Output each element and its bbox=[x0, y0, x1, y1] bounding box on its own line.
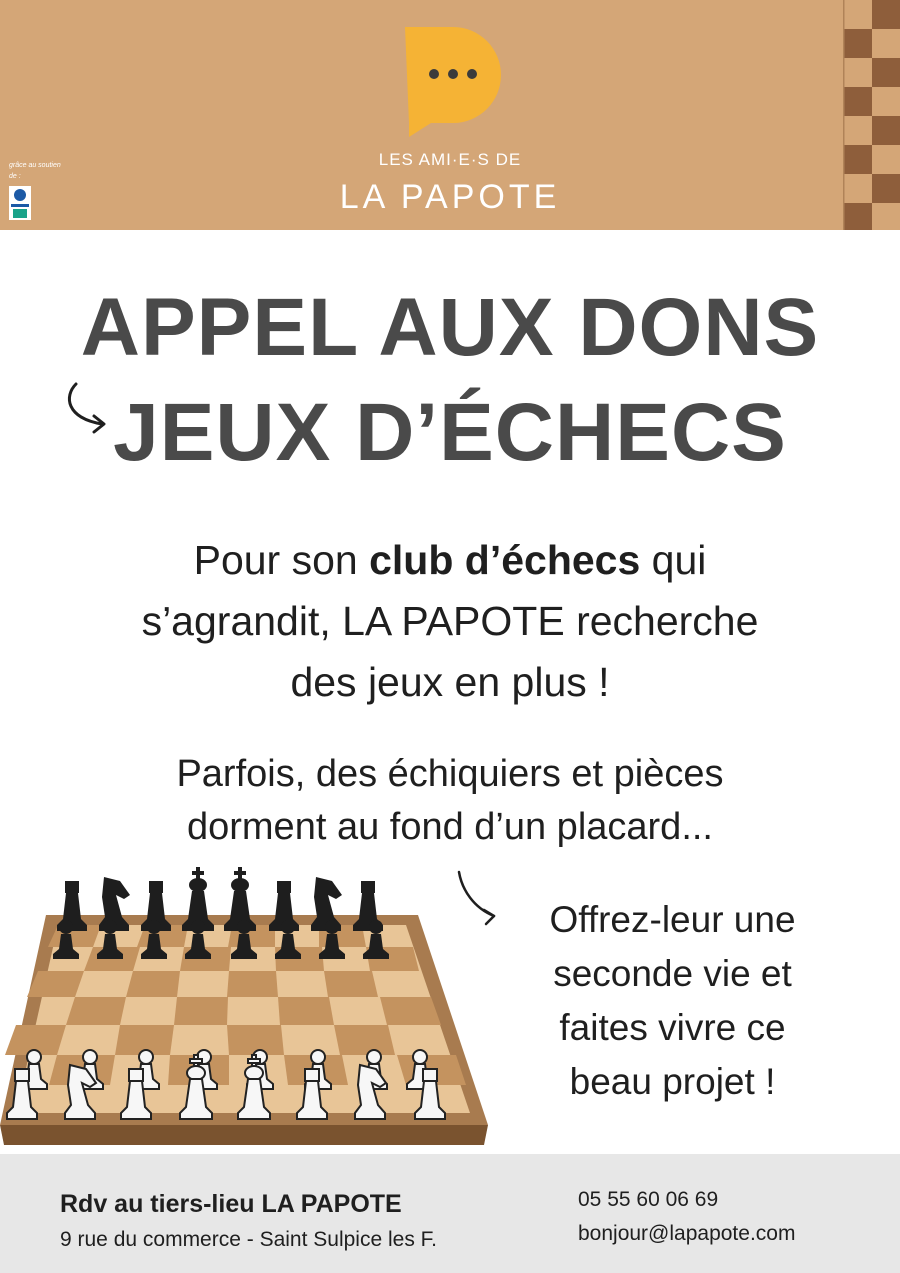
intro-text-end: qui bbox=[640, 537, 707, 583]
venue-address: 9 rue du commerce - Saint Sulpice les F. bbox=[60, 1228, 437, 1251]
logo-subtitle: LES AMI·E·S DE bbox=[378, 150, 522, 169]
curved-arrow-icon bbox=[454, 868, 502, 926]
sponsor-caption: grâce au soutien de : bbox=[9, 162, 61, 180]
logo-title: LA PAPOTE bbox=[339, 178, 561, 216]
speech-bubble-icon bbox=[405, 27, 501, 139]
headline-line-2: JEUX D’ÉCHECS bbox=[113, 387, 787, 478]
cta-line-3: faites vivre ce bbox=[559, 1007, 786, 1048]
chessboard-illustration bbox=[0, 855, 490, 1155]
cta-line-4: beau projet ! bbox=[569, 1061, 776, 1102]
headline-line-1: APPEL AUX DONS bbox=[80, 282, 820, 373]
subtext-line-2: dorment au fond d’un placard... bbox=[186, 806, 713, 848]
caf-sponsor-logo bbox=[9, 186, 31, 220]
venue-name: Rdv au tiers-lieu LA PAPOTE bbox=[60, 1190, 402, 1218]
cta-line-1: Offrez-leur une bbox=[549, 899, 796, 940]
intro-line-3: des jeux en plus ! bbox=[290, 659, 610, 705]
intro-text-start: Pour son bbox=[193, 537, 370, 583]
subtext-line-1: Parfois, des échiquiers et pièces bbox=[176, 753, 724, 795]
phone-number[interactable]: 05 55 60 06 69 bbox=[578, 1188, 719, 1211]
intro-paragraph bbox=[0, 530, 900, 713]
email-link[interactable]: bonjour@lapapote.com bbox=[578, 1222, 796, 1245]
header-band bbox=[0, 0, 900, 230]
subtext-paragraph bbox=[0, 748, 900, 854]
cta-line-2: seconde vie et bbox=[553, 953, 792, 994]
intro-line-2: s’agrandit, LA PAPOTE recherche bbox=[141, 598, 759, 644]
intro-highlight: club d’échecs bbox=[369, 537, 641, 583]
call-to-action-paragraph bbox=[505, 893, 840, 1109]
